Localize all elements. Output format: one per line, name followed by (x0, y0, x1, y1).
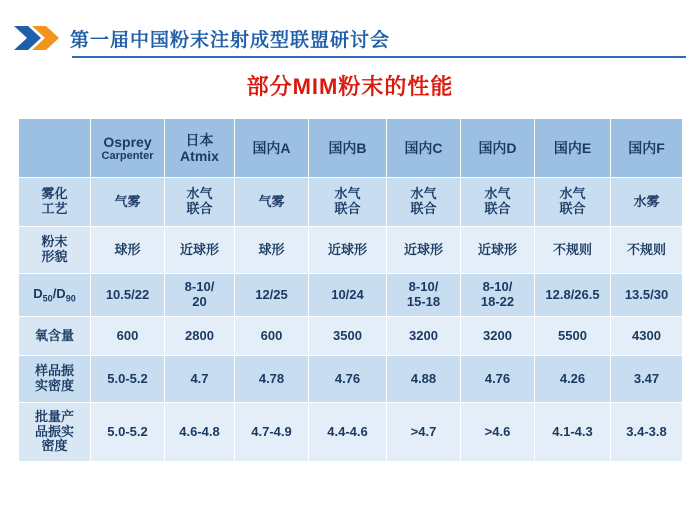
cell (235, 356, 309, 403)
page-title: 第一届中国粉末注射成型联盟研讨会 (70, 29, 391, 51)
cell-text: 水雾 (633, 193, 660, 209)
cell (461, 317, 535, 356)
table-row (19, 403, 683, 462)
table-row (19, 274, 683, 317)
column-header-line1: 国内F (628, 139, 665, 156)
cell (91, 227, 165, 274)
column-header-line2: Atmix (180, 148, 219, 164)
column-header-line1: 国内E (553, 139, 592, 156)
cell-text: 4.7 (190, 370, 209, 386)
column-header-domestic-c (387, 119, 461, 178)
column-header-domestic-b (309, 119, 387, 178)
cell (535, 178, 611, 227)
column-header-atmix (165, 119, 235, 178)
cell (535, 403, 611, 462)
cell (309, 178, 387, 227)
cell-text: 3.47 (633, 370, 660, 386)
cell-text: 10/24 (331, 286, 364, 302)
cell (91, 274, 165, 317)
cell-text: 3200 (483, 327, 512, 343)
cell-text: 10.5/22 (105, 286, 150, 302)
cell (535, 274, 611, 317)
cell-text-2: 联合 (410, 201, 437, 216)
double-chevron-right-icon (14, 25, 60, 51)
cell-text: 球形 (114, 241, 141, 257)
cell-text: 水气 (186, 186, 213, 202)
cell-text: 水气 (559, 186, 586, 202)
cell-text: 5.0-5.2 (107, 370, 148, 386)
cell-text: >4.6 (484, 423, 511, 439)
cell (611, 403, 683, 462)
cell (611, 317, 683, 356)
cell-text: 4.76 (484, 370, 511, 386)
cell-text-2: 联合 (334, 201, 361, 216)
table-row (19, 227, 683, 274)
cell (165, 178, 235, 227)
cell (309, 317, 387, 356)
slide-header (0, 18, 700, 58)
cell-text: 2800 (185, 327, 214, 343)
cell (235, 274, 309, 317)
cell (535, 356, 611, 403)
cell-text: 4300 (632, 327, 661, 343)
cell (309, 274, 387, 317)
cell-text: 4.78 (258, 370, 285, 386)
cell (235, 178, 309, 227)
cell-text: 600 (116, 327, 139, 343)
cell-text: >4.7 (410, 423, 437, 439)
cell-text: 4.7-4.9 (251, 423, 292, 439)
row-label-line2: 实密度 (34, 378, 74, 393)
column-header-osprey (91, 119, 165, 178)
cell (387, 274, 461, 317)
cell-text: 水气 (334, 186, 361, 202)
cell-text: 3.4-3.8 (626, 423, 667, 439)
cell (165, 403, 235, 462)
cell-text: 4.26 (559, 370, 586, 386)
table-corner-cell (19, 119, 91, 178)
cell (309, 403, 387, 462)
row-label-atomization (19, 178, 91, 227)
row-label-batch-tap-density (19, 403, 91, 462)
column-header-line1: 国内B (328, 139, 367, 156)
table-body (19, 178, 683, 462)
cell-text-2: 20 (192, 294, 207, 309)
cell-text: 5500 (558, 327, 587, 343)
cell (309, 227, 387, 274)
row-label-d50-d90 (19, 274, 91, 317)
cell (387, 403, 461, 462)
cell-text-2: 15-18 (406, 294, 441, 309)
cell (461, 356, 535, 403)
cell-text: 3500 (333, 327, 362, 343)
cell-text: 不规则 (626, 241, 666, 257)
cell (461, 227, 535, 274)
cell-text: 5.0-5.2 (107, 423, 148, 439)
cell (535, 227, 611, 274)
row-label-morphology (19, 227, 91, 274)
cell (91, 403, 165, 462)
column-header-domestic-e (535, 119, 611, 178)
column-header-line1: Osprey (103, 133, 152, 150)
cell (309, 356, 387, 403)
table-header (19, 119, 683, 178)
row-label-line2: 品振实 (34, 423, 74, 439)
column-header-line1: 日本 (185, 131, 214, 148)
cell (611, 227, 683, 274)
cell-text: 4.1-4.3 (552, 423, 593, 439)
column-header-domestic-d (461, 119, 535, 178)
cell (611, 356, 683, 403)
powder-properties-table (18, 118, 683, 462)
cell-text: 3200 (409, 327, 438, 343)
row-label-line1: 粉末 (41, 234, 68, 250)
cell-text: 13.5/30 (624, 286, 669, 302)
row-label-text: 氧含量 (34, 327, 74, 343)
header-divider (72, 56, 686, 58)
cell (235, 317, 309, 356)
cell-text: 4.88 (410, 370, 437, 386)
cell-text-2: 联合 (484, 201, 511, 216)
table-row (19, 356, 683, 403)
row-label-line1: 批量产 (34, 408, 74, 424)
cell-text: 气雾 (258, 193, 285, 209)
cell-text: 水气 (410, 186, 437, 202)
cell (91, 356, 165, 403)
row-label-text: $D_{50}/D_{90}$ (33, 285, 76, 304)
subtitle: 部分MIM粉末的性能 (246, 74, 454, 99)
cell (235, 227, 309, 274)
table-row (19, 317, 683, 356)
table-header-row (19, 119, 683, 178)
cell-text: 8-10/ (184, 279, 215, 295)
cell-text: 8-10/ (482, 279, 513, 295)
cell-text: 4.6-4.8 (179, 423, 220, 439)
cell-text: 12.8/26.5 (545, 286, 600, 302)
cell (387, 356, 461, 403)
cell (165, 356, 235, 403)
cell (387, 178, 461, 227)
cell-text-2: 18-22 (480, 294, 515, 309)
column-header-line1: 国内A (252, 139, 291, 156)
table-row (19, 178, 683, 227)
cell-text: 4.76 (334, 370, 361, 386)
cell (387, 227, 461, 274)
cell (165, 227, 235, 274)
row-label-line1: 样品振 (34, 363, 74, 379)
cell (611, 178, 683, 227)
cell-text: 4.4-4.6 (327, 423, 368, 439)
cell-text: 近球形 (327, 241, 367, 257)
cell (91, 178, 165, 227)
cell (611, 274, 683, 317)
cell (535, 317, 611, 356)
column-header-line1: 国内C (404, 139, 443, 156)
column-header-domestic-a (235, 119, 309, 178)
row-label-sample-tap-density (19, 356, 91, 403)
row-label-oxygen-content (19, 317, 91, 356)
cell-text: 气雾 (114, 193, 141, 209)
cell (235, 403, 309, 462)
column-header-domestic-f (611, 119, 683, 178)
row-label-line3: 密度 (41, 438, 68, 454)
column-header-line1: 国内D (478, 139, 517, 156)
cell-text: 近球形 (477, 241, 517, 257)
cell (91, 317, 165, 356)
cell-text-2: 联合 (559, 201, 586, 216)
cell-text: 近球形 (403, 241, 443, 257)
cell (461, 274, 535, 317)
row-label-line2: 工艺 (41, 201, 68, 216)
row-label-line2: 形貌 (41, 249, 68, 264)
cell (165, 317, 235, 356)
cell-text-2: 联合 (186, 201, 213, 216)
cell (461, 403, 535, 462)
powder-properties-table-wrapper (18, 118, 682, 462)
cell-text: 球形 (258, 241, 285, 257)
cell (387, 317, 461, 356)
cell-text: 600 (260, 327, 283, 343)
cell-text: 12/25 (255, 286, 288, 302)
cell-text: 水气 (484, 186, 511, 202)
cell (165, 274, 235, 317)
column-header-line2: Carpenter (101, 149, 154, 162)
row-label-line1: 雾化 (41, 186, 68, 202)
cell-text: 8-10/ (408, 279, 439, 295)
cell-text: 近球形 (179, 241, 219, 257)
cell (461, 178, 535, 227)
cell-text: 不规则 (552, 241, 592, 257)
